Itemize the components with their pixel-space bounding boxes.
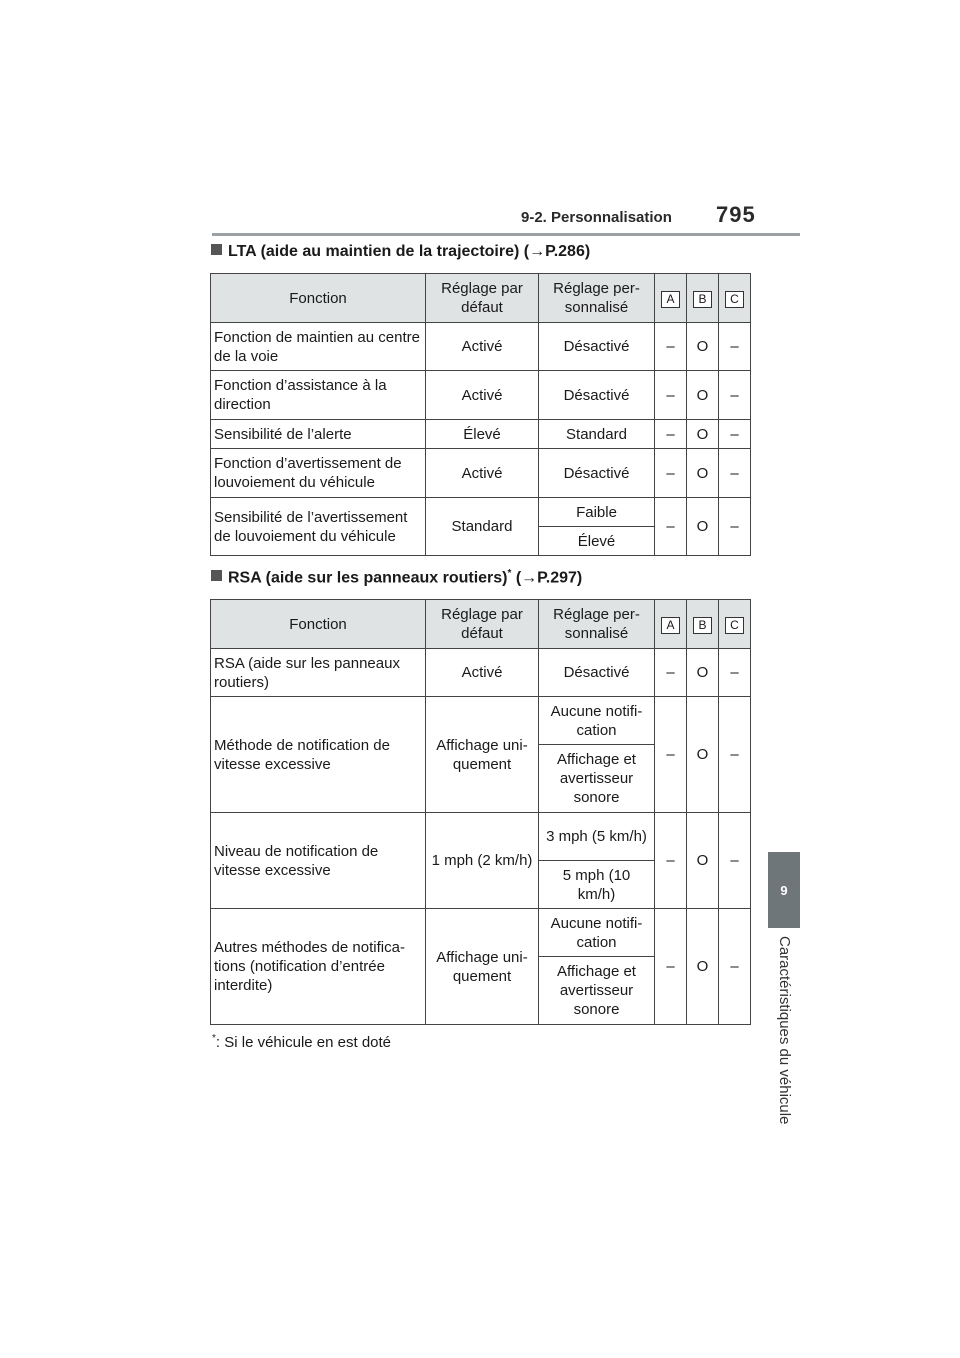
table-row: Sensibilité de l’alerte Élevé Standard – O – bbox=[211, 420, 751, 449]
table-row: Sensibilité de l’avertissement de louvoiement du véhicule Standard Faible – O – bbox=[211, 498, 751, 527]
footnote-star: * bbox=[507, 568, 512, 579]
header-divider bbox=[212, 233, 800, 236]
table-row: Élevé bbox=[211, 527, 751, 556]
lta-page-ref: P.286) bbox=[545, 243, 591, 260]
table-row: Fonction d’avertissement de louvoiement du véhicule Activé Désactivé – O – bbox=[211, 449, 751, 498]
badge-a: A bbox=[661, 617, 680, 634]
col-header-fonction: Fonction bbox=[211, 274, 426, 323]
badge-c: C bbox=[725, 617, 744, 634]
table-row: Affichage et avertisseur sonore bbox=[211, 745, 751, 813]
table-row: Niveau de notification de vitesse excessive 1 mph (2 km/h) 3 mph (5 km/h) – O – bbox=[211, 813, 751, 861]
badge-c: C bbox=[725, 291, 744, 308]
rsa-page-ref: P.297) bbox=[537, 569, 583, 587]
footnote-star: * bbox=[212, 1033, 216, 1044]
arrow-icon: → bbox=[521, 569, 538, 587]
table-row: Fonction d’assistance à la direction Activé Désactivé – O – bbox=[211, 371, 751, 420]
table-row: Fonction de maintien au centre de la voie Activé Désactivé – O – bbox=[211, 323, 751, 371]
square-bullet-icon bbox=[211, 570, 222, 581]
lta-settings-table bbox=[210, 273, 751, 556]
badge-a: A bbox=[661, 291, 680, 308]
col-header-default: Réglage par défaut bbox=[426, 600, 539, 649]
table-row: Autres méthodes de notifica-tions (notification d’entrée interdite) Affichage uni-quement Aucune notifi-cation – O – bbox=[211, 909, 751, 957]
chapter-side-tab bbox=[768, 236, 800, 1132]
lta-heading: LTA (aide au maintien de la trajectoire) (→P.286) bbox=[211, 243, 590, 261]
col-header-default: Réglage par défaut bbox=[426, 274, 539, 323]
badge-b: B bbox=[693, 291, 712, 308]
square-bullet-icon bbox=[211, 244, 222, 255]
badge-b: B bbox=[693, 617, 712, 634]
col-header-fonction: Fonction bbox=[211, 600, 426, 649]
footnote: *: Si le véhicule en est doté bbox=[212, 1033, 392, 1051]
table-row: RSA (aide sur les panneaux routiers) Activé Désactivé – O – bbox=[211, 649, 751, 697]
col-header-custom: Réglage per-sonnalisé bbox=[539, 274, 655, 323]
chapter-number-tab: 9 bbox=[768, 852, 800, 928]
page-number: 795 bbox=[716, 202, 756, 227]
table-row: Méthode de notification de vitesse excessive Affichage uni-quement Aucune notifi-cation – O – bbox=[211, 697, 751, 745]
arrow-icon: → bbox=[529, 243, 546, 260]
rsa-heading: RSA (aide sur les panneaux routiers)* (→P.297) bbox=[211, 568, 582, 587]
chapter-label: Caractéristiques du véhicule bbox=[776, 936, 793, 1125]
table-row: Affichage et avertisseur sonore bbox=[211, 957, 751, 1025]
table-row: 5 mph (10 km/h) bbox=[211, 861, 751, 909]
col-header-custom: Réglage per-sonnalisé bbox=[539, 600, 655, 649]
rsa-settings-table bbox=[210, 599, 751, 1025]
section-title: 9-2. Personnalisation bbox=[521, 209, 672, 226]
